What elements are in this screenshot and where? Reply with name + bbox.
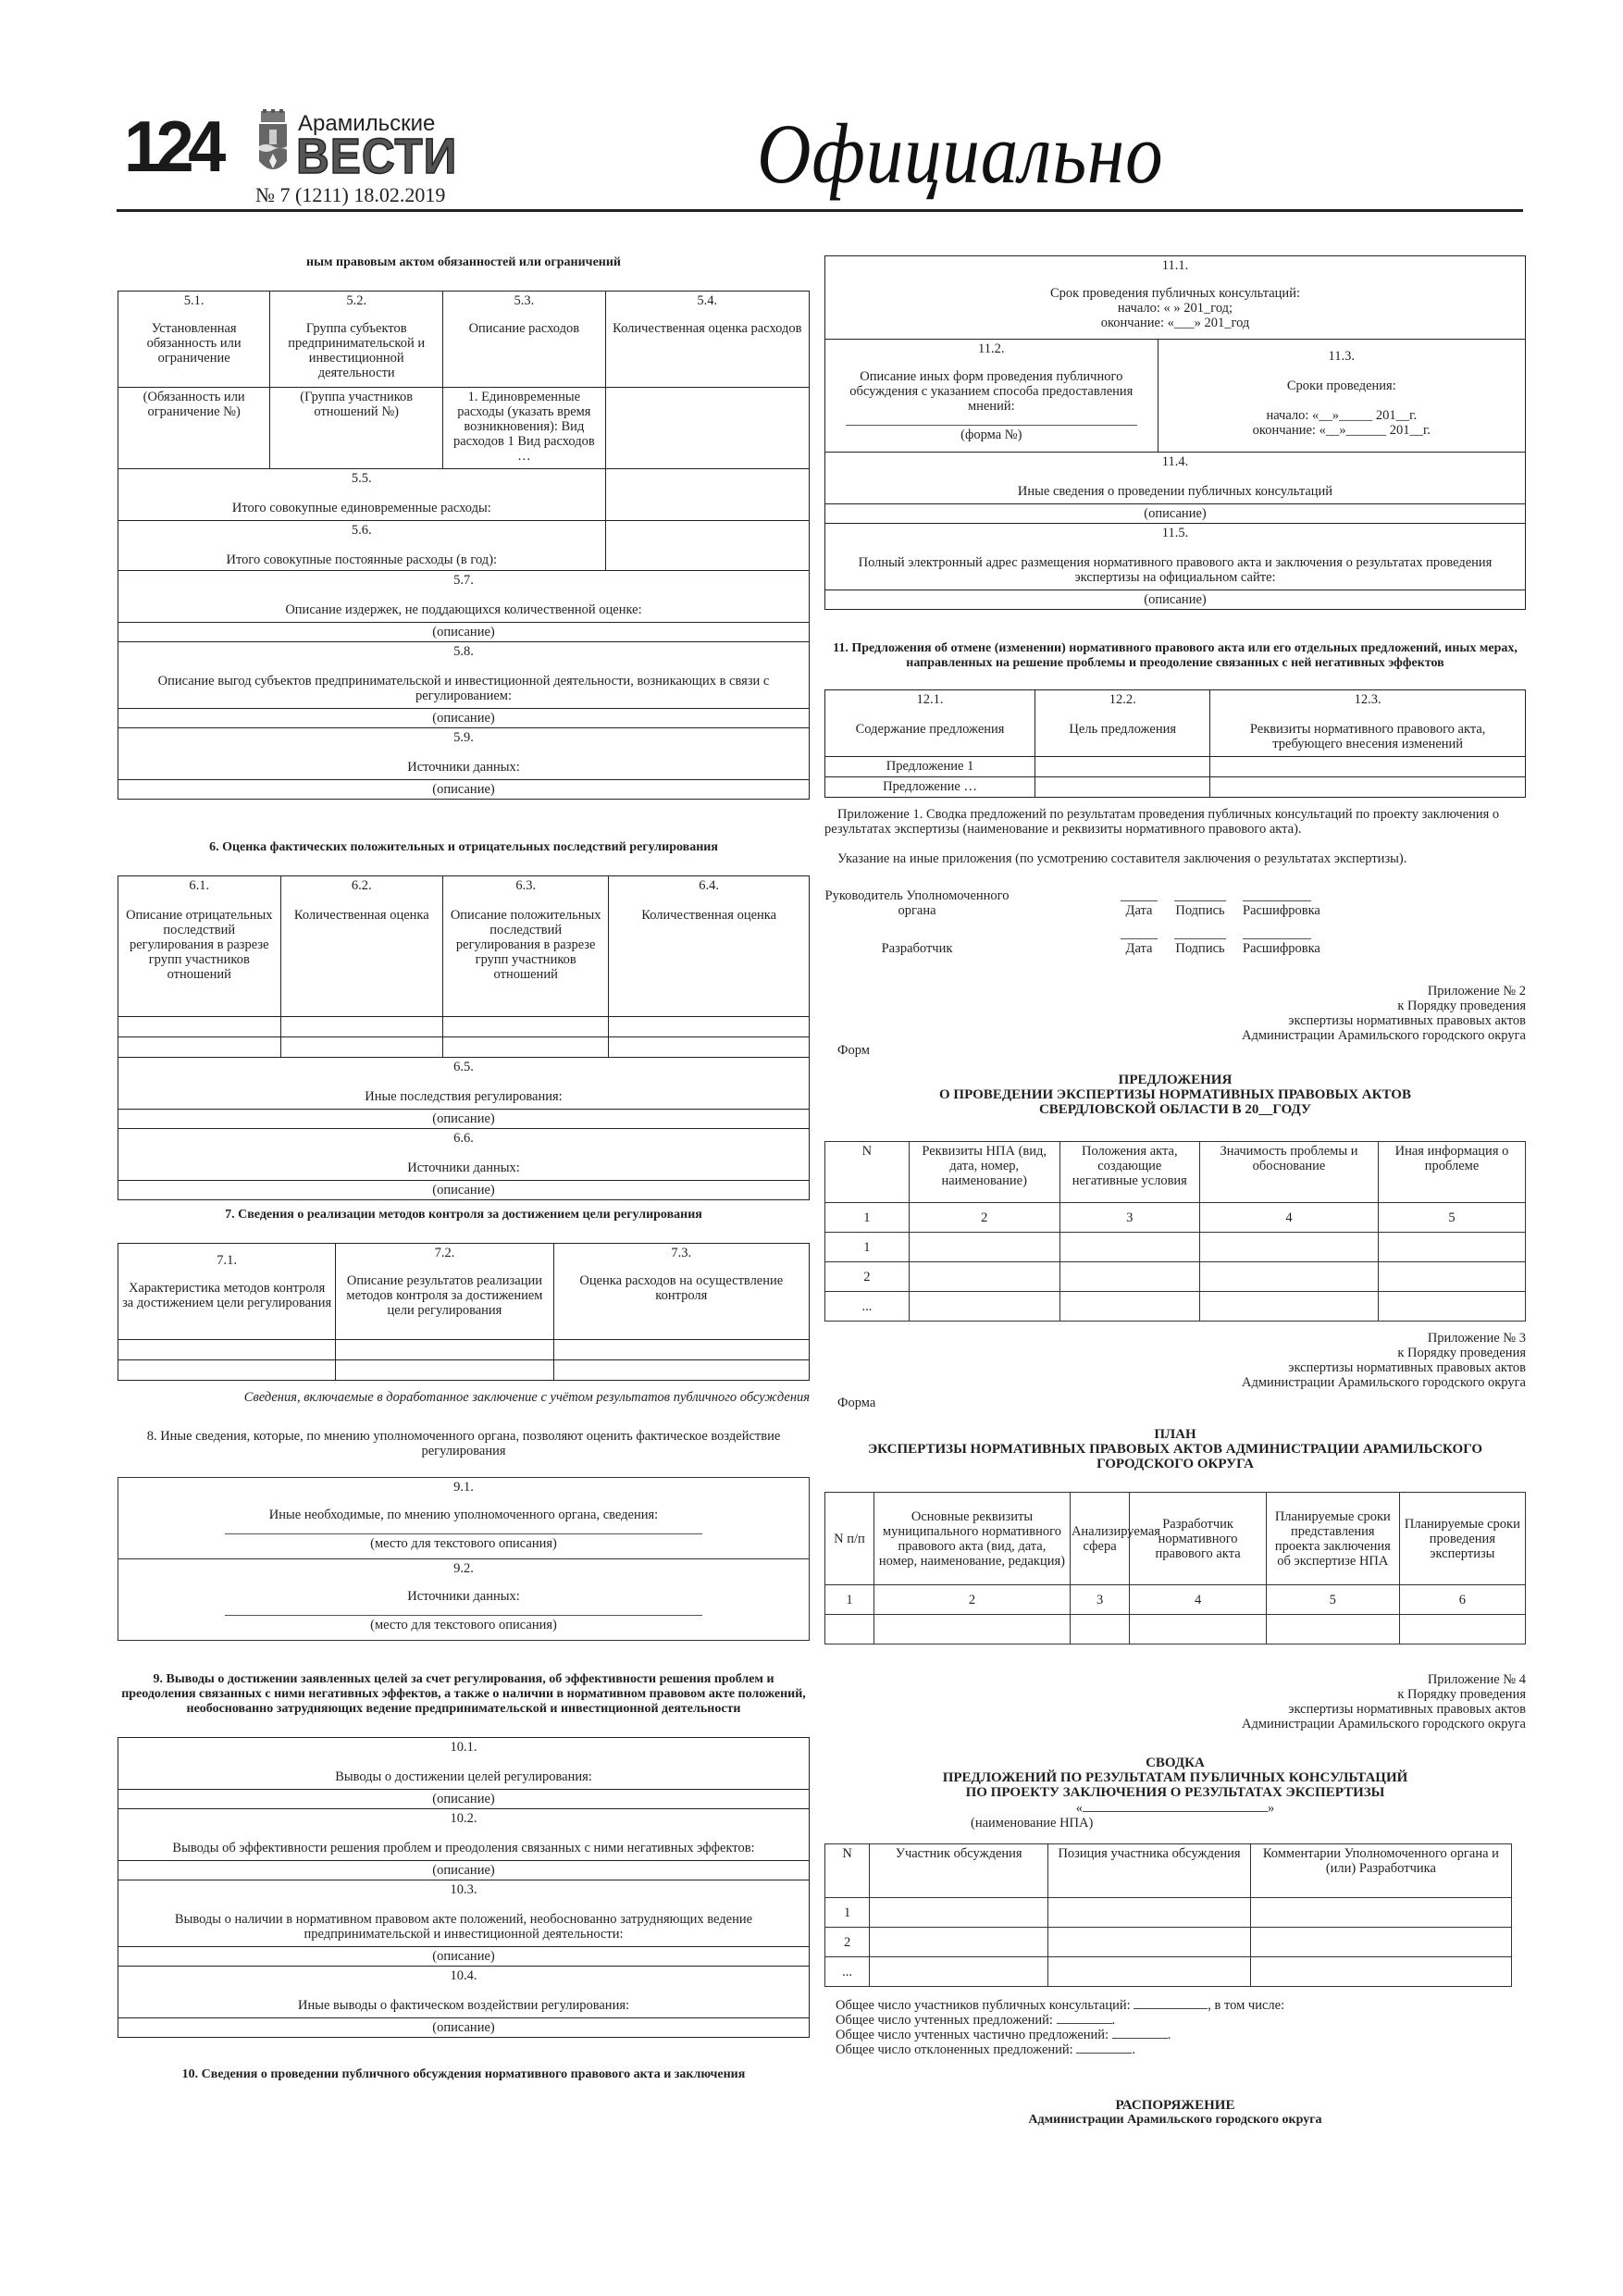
appendix-2-title: ПРЕДЛОЖЕНИЯ О ПРОВЕДЕНИИ ЭКСПЕРТИЗЫ НОРМАТИВНЫХ ПРАВОВЫХ АКТОВ СВЕРДЛОВСКОЙ ОБЛАСТИ В 20__ГОДУ <box>939 1073 1411 1117</box>
order-subtitle: Администрации Арамильского городского округа <box>1028 2113 1322 2127</box>
row-11-2: 11.2. Описание иных форм проведения публичного обсуждения с указанием способа предоставления мнений: (форма №) <box>825 340 1158 453</box>
header-cell: N <box>825 1844 870 1898</box>
intro-heading: ным правовым актом обязанностей или ограничений <box>306 255 621 269</box>
row-11-4: 11.4. Иные сведения о проведении публичных консультаций <box>825 453 1526 504</box>
page-number: 124 <box>124 105 220 187</box>
header-cell: Комментарии Уполномоченного органа и (или) Разработчика <box>1250 1844 1511 1898</box>
signatory-label: Руководитель Уполномоченного органа <box>824 888 1010 918</box>
header-cell: 12.3. Реквизиты нормативного правового акта, требующего внесения изменений <box>1210 690 1526 757</box>
decode-field: Расшифровка <box>1243 900 1311 918</box>
header-cell: 12.1. Содержание предложения <box>825 690 1035 757</box>
table-cell <box>870 1957 1048 1987</box>
totals-block <box>836 1998 1526 2057</box>
header-cell: Планируемые сроки представления проекта заключения об экспертизе НПА <box>1266 1493 1399 1585</box>
row-number: 2 <box>825 1928 870 1957</box>
total-rejected: Общее число отклоненных предложений: . <box>836 2042 1135 2057</box>
row-6-6: 6.6. Источники данных: <box>118 1129 810 1181</box>
table-cell <box>553 1360 809 1381</box>
date-field: Дата <box>1121 938 1158 956</box>
table-cell <box>1048 1898 1251 1928</box>
description-cell: (описание) <box>118 1861 810 1880</box>
table-section-8 <box>118 1477 810 1641</box>
description-cell: (описание) <box>118 2018 810 2038</box>
column-number: 1 <box>825 1203 910 1233</box>
appendix-2-reference: Приложение № 2 к Порядку проведения экспертизы нормативных правовых актов Администрации Арамильского городского округа <box>1242 984 1526 1043</box>
header-cell: 7.2. Описание результатов реализации методов контроля за достижением цели регулирования <box>336 1244 553 1340</box>
header-cell: 7.3. Оценка расходов на осуществление контроля <box>553 1244 809 1340</box>
table-section-6 <box>118 875 810 1200</box>
column-number: 5 <box>1266 1585 1399 1615</box>
table-cell <box>1070 1615 1129 1644</box>
table-cell <box>1199 1262 1378 1292</box>
npa-name-hint: (наименование НПА) <box>971 1816 1094 1831</box>
table-cell <box>609 1017 810 1037</box>
appendix-3-reference: Приложение № 3 к Порядку проведения экспертизы нормативных правовых актов Администрации Арамильского городского округа <box>1242 1331 1526 1390</box>
issue-info: № 7 (1211) 18.02.2019 <box>255 183 446 206</box>
row-number: ... <box>825 1957 870 1987</box>
appendix-3-title: ПЛАН ЭКСПЕРТИЗЫ НОРМАТИВНЫХ ПРАВОВЫХ АКТОВ АДМИНИСТРАЦИИ АРАМИЛЬСКОГО ГОРОДСКОГО ОКРУГА <box>867 1427 1483 1471</box>
column-number: 2 <box>909 1203 1059 1233</box>
italic-note: Сведения, включаемые в доработанное заключение с учётом результатов публичного обсуждения <box>243 1390 810 1405</box>
table-section-7 <box>118 1243 810 1381</box>
header-cell: 6.4. Количественная оценка <box>609 876 810 1017</box>
column-number: 3 <box>1059 1203 1199 1233</box>
header-cell: Основные реквизиты муниципального нормативного правового акта (вид, дата, номер, наименование, редакция) <box>873 1493 1070 1585</box>
brand-name-small: Арамильские <box>298 111 436 136</box>
table-cell <box>1035 777 1210 798</box>
table-cell: (Группа участников отношений №) <box>270 388 443 469</box>
signature-row-head <box>824 888 1526 918</box>
description-cell: (описание) <box>118 623 810 642</box>
row-11-5: 11.5. Полный электронный адрес размещения нормативного правового акта и заключения о результатах проведения экспертизы на официальном сайте: <box>825 524 1526 590</box>
table-cell <box>1379 1292 1526 1322</box>
section-9-heading: 9. Выводы о достижении заявленных целей за счет регулирования, об эффективности решения проблем и преодоления связанных с ними негативных эффектов, а также о наличии в нормативном правовом акте положений, необоснованно затрудняющих ведение предпринимательской и инвестиционной деятельности <box>121 1672 806 1716</box>
table-cell <box>1059 1262 1199 1292</box>
blank-line <box>225 1533 703 1534</box>
header-cell: N п/п <box>825 1493 874 1585</box>
table-cell <box>609 1037 810 1058</box>
table-cell <box>909 1233 1059 1262</box>
table-cell <box>1059 1292 1199 1322</box>
column-number: 4 <box>1199 1203 1378 1233</box>
description-cell: (описание) <box>118 709 810 728</box>
table-cell <box>336 1340 553 1360</box>
table-cell <box>443 1037 609 1058</box>
header-cell: 5.3. Описание расходов <box>443 292 606 388</box>
header-cell: Положения акта, создающие негативные условия <box>1059 1142 1199 1203</box>
table-cell <box>1035 757 1210 777</box>
column-number: 1 <box>825 1585 874 1615</box>
table-cell <box>118 1340 336 1360</box>
table-cell <box>1048 1957 1251 1987</box>
header-cell: N <box>825 1142 910 1203</box>
table-cell <box>870 1928 1048 1957</box>
table-cell <box>1199 1233 1378 1262</box>
signature-row-developer <box>824 938 1526 956</box>
table-cell <box>443 1017 609 1037</box>
form-label: Форм <box>837 1043 870 1058</box>
header-cell: 5.4. Количественная оценка расходов <box>605 292 809 388</box>
row-5-8: 5.8. Описание выгод субъектов предпринимательской и инвестиционной деятельности, возникающих в связи с регулированием: <box>118 642 810 709</box>
column-number: 5 <box>1379 1203 1526 1233</box>
total-one-time-cell: 5.5. Итого совокупные единовременные расходы: <box>118 469 606 521</box>
header-cell: Позиция участника обсуждения <box>1048 1844 1251 1898</box>
table-appendix-3 <box>824 1492 1526 1644</box>
table-cell <box>605 521 809 571</box>
table-cell: (Обязанность или ограничение №) <box>118 388 270 469</box>
header-cell: 12.2. Цель предложения <box>1035 690 1210 757</box>
description-cell: (описание) <box>118 780 810 800</box>
table-cell <box>605 388 809 469</box>
column-number: 6 <box>1399 1585 1525 1615</box>
header-cell: Значимость проблемы и обоснование <box>1199 1142 1378 1203</box>
row-number: 2 <box>825 1262 910 1292</box>
proposal-cell: Предложение … <box>825 777 1035 798</box>
table-cell <box>1059 1233 1199 1262</box>
brand-name-big: ВЕСТИ <box>296 129 458 184</box>
table-cell <box>1199 1292 1378 1322</box>
header-cell: 7.1. Характеристика методов контроля за достижением цели регулирования <box>118 1244 336 1340</box>
description-cell: (описание) <box>825 590 1526 610</box>
table-cell <box>1266 1615 1399 1644</box>
other-annexes-text: Указание на иные приложения (по усмотрению составителя заключения о результатах экспертизы). <box>837 851 1407 866</box>
row-11-3: 11.3. Сроки проведения: начало: «__»_____ 201__г. окончание: «__»______ 201__г. <box>1158 340 1525 453</box>
row-6-5: 6.5. Иные последствия регулирования: <box>118 1058 810 1110</box>
description-cell: (описание) <box>118 1181 810 1200</box>
row-10-4: 10.4. Иные выводы о фактическом воздействии регулирования: <box>118 1967 810 2018</box>
section-11-heading: 11. Предложения об отмене (изменении) нормативного правового акта или его отдельных предложений, иных мерах, направленных на решение проблемы и преодоление связанных с ней негативных эффектов <box>833 641 1518 670</box>
table-cell <box>118 1037 281 1058</box>
description-cell: (описание) <box>118 1790 810 1809</box>
total-permanent-cell: 5.6. Итого совокупные постоянные расходы (в год): <box>118 521 606 571</box>
row-10-3: 10.3. Выводы о наличии в нормативном правовом акте положений, необоснованно затрудняющих ведение предпринимательской и инвестиционной деятельности: <box>118 1880 810 1947</box>
header-rule <box>117 209 1523 212</box>
table-cell <box>118 1017 281 1037</box>
table-section-12 <box>824 689 1526 798</box>
table-section-9 <box>118 1737 810 2038</box>
header-cell: Участник обсуждения <box>870 1844 1048 1898</box>
table-appendix-4 <box>824 1843 1512 1987</box>
header-cell: Планируемые сроки проведения экспертизы <box>1399 1493 1525 1585</box>
table-cell <box>553 1340 809 1360</box>
row-5-9: 5.9. Источники данных: <box>118 728 810 780</box>
row-9-1: 9.1. Иные необходимые, по мнению уполномоченного органа, сведения: (место для текстового описания) <box>118 1478 810 1559</box>
header-cell: Иная информация о проблеме <box>1379 1142 1526 1203</box>
table-cell <box>1250 1928 1511 1957</box>
appendix-4-title: СВОДКА ПРЕДЛОЖЕНИЙ ПО РЕЗУЛЬТАТАМ ПУБЛИЧНЫХ КОНСУЛЬТАЦИЙ ПО ПРОЕКТУ ЗАКЛЮЧЕНИЯ О РЕЗУЛЬТАТАХ ЭКСПЕРТИЗЫ <box>942 1756 1408 1800</box>
blank-line <box>846 425 1138 426</box>
row-5-7: 5.7. Описание издержек, не поддающихся количественной оценке: <box>118 571 810 623</box>
blank-line <box>225 1615 703 1616</box>
table-cell <box>1399 1615 1525 1644</box>
appendix-4-reference: Приложение № 4 к Порядку проведения экспертизы нормативных правовых актов Администрации Арамильского городского округа <box>1242 1672 1526 1731</box>
row-11-1: 11.1. Срок проведения публичных консультаций: начало: « » 201_год; окончание: «___» 201_год <box>825 256 1526 340</box>
decode-field: Расшифровка <box>1243 938 1311 956</box>
description-cell: (описание) <box>118 1947 810 1967</box>
date-field: Дата <box>1121 900 1158 918</box>
table-cell <box>280 1017 443 1037</box>
total-accepted: Общее число учтенных предложений: . <box>836 2013 1116 2028</box>
table-section-11 <box>824 255 1526 610</box>
table-cell <box>1250 1898 1511 1928</box>
table-appendix-2 <box>824 1141 1526 1322</box>
row-10-1: 10.1. Выводы о достижении целей регулирования: <box>118 1738 810 1790</box>
row-number: 1 <box>825 1233 910 1262</box>
table-cell <box>336 1360 553 1381</box>
section-7-heading: 7. Сведения о реализации методов контроля за достижением цели регулирования <box>225 1208 702 1222</box>
proposal-cell: Предложение 1 <box>825 757 1035 777</box>
header-cell: 6.1. Описание отрицательных последствий регулирования в разрезе групп участников отношений <box>118 876 281 1017</box>
total-partially-accepted: Общее число учтенных частично предложений: . <box>836 2028 1171 2042</box>
header-cell: Анализируемая сфера <box>1070 1493 1129 1585</box>
total-participants: Общее число участников публичных консультаций: , в том числе: <box>836 1998 1285 2013</box>
row-9-2: 9.2. Источники данных: (место для текстового описания) <box>118 1559 810 1641</box>
table-cell <box>873 1615 1070 1644</box>
masthead <box>117 102 1526 211</box>
right-column <box>824 248 1526 2128</box>
header-cell: 6.3. Описание положительных последствий регулирования в разрезе групп участников отношений <box>443 876 609 1017</box>
table-cell <box>1210 777 1526 798</box>
table-cell <box>605 469 809 521</box>
table-cell <box>1379 1262 1526 1292</box>
description-cell: (описание) <box>118 1110 810 1129</box>
signature-field: Подпись <box>1174 938 1226 956</box>
table-cell <box>909 1262 1059 1292</box>
annex-1-text: Приложение 1. Сводка предложений по результатам проведения публичных консультаций по проекту заключения о результатах экспертизы (наименование и реквизиты нормативного правового акта). <box>824 807 1500 837</box>
section-6-heading: 6. Оценка фактических положительных и отрицательных последствий регулирования <box>209 840 718 854</box>
header-cell: 6.2. Количественная оценка <box>280 876 443 1017</box>
coat-of-arms-icon <box>257 109 289 178</box>
table-cell <box>909 1292 1059 1322</box>
header-cell: 5.1. Установленная обязанность или ограничение <box>118 292 270 388</box>
column-number: 4 <box>1130 1585 1267 1615</box>
section-title: Официально <box>757 106 1164 201</box>
table-cell <box>1130 1615 1267 1644</box>
section-8-text: 8. Иные сведения, которые, по мнению уполномоченного органа, позволяют оценить фактическое воздействие регулирования <box>146 1429 781 1458</box>
header-cell: Реквизиты НПА (вид, дата, номер, наименование) <box>909 1142 1059 1203</box>
description-cell: (описание) <box>825 504 1526 524</box>
table-cell <box>1048 1928 1251 1957</box>
table-cell <box>118 1360 336 1381</box>
row-number: ... <box>825 1292 910 1322</box>
signatory-label: Разработчик <box>881 941 953 956</box>
table-cell: 1. Единовременные расходы (указать время возникновения): Вид расходов 1 Вид расходов … <box>443 388 606 469</box>
table-section-5 <box>118 291 810 800</box>
section-10-heading: 10. Сведения о проведении публичного обсуждения нормативного правового акта и заключения <box>181 2067 746 2081</box>
npa-name-line: « » <box>1075 1801 1275 1816</box>
table-cell <box>1250 1957 1511 1987</box>
table-cell <box>280 1037 443 1058</box>
row-number: 1 <box>825 1898 870 1928</box>
header-cell: Разработчик нормативного правового акта <box>1130 1493 1267 1585</box>
left-column <box>118 248 810 2082</box>
column-number: 3 <box>1070 1585 1129 1615</box>
table-cell <box>825 1615 874 1644</box>
table-cell <box>1379 1233 1526 1262</box>
form-label: Форма <box>837 1396 876 1410</box>
order-title: РАСПОРЯЖЕНИЕ <box>1115 2098 1235 2113</box>
column-number: 2 <box>873 1585 1070 1615</box>
table-cell <box>1210 757 1526 777</box>
signature-field: Подпись <box>1174 900 1226 918</box>
row-10-2: 10.2. Выводы об эффективности решения проблем и преодоления связанных с ними негативных эффектов: <box>118 1809 810 1861</box>
table-cell <box>870 1898 1048 1928</box>
header-cell: 5.2. Группа субъектов предпринимательской и инвестиционной деятельности <box>270 292 443 388</box>
